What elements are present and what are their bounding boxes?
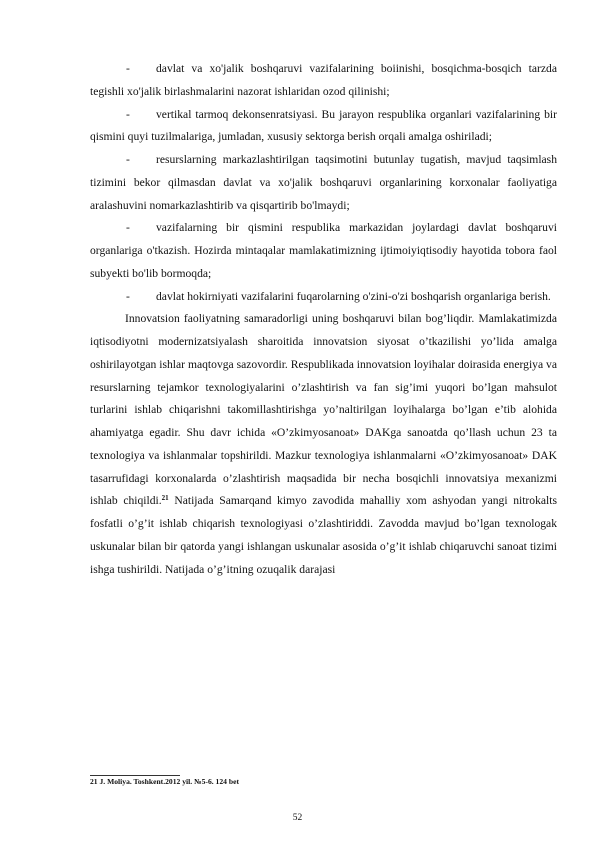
bullet-text: davlat va xo'jalik boshqaruvi vazifalarining boiinishi, bosqichma-bosqich tarzda tegishli xo'jalik birlashmalarini nazorat ishlaridan ozod qilinishi; — [90, 62, 557, 98]
bullet-text: vazifalarning bir qismini respublika markazidan joylardagi davlat boshqaruvi organlariga o'tkazish. Hozirda mintaqalar mamlakatimizning ijtimoiyiqtisodiy hayotida tobora faol subyekti bo'lib bormoqda; — [90, 221, 557, 280]
bullet-dash: - — [126, 107, 130, 121]
bullet-text: davlat hokirniyati vazifalarini fuqarolarning o'zini-o'zi boshqarish organlariga berish. — [156, 289, 551, 303]
body-text — [90, 58, 557, 581]
bullet-item — [90, 149, 557, 217]
bullet-text: vertikal tarmoq dekonsenratsiyasi. Bu jarayon respublika organlari vazifalarining bir qismini quyi tuzilmalariga, jumladan, xususiy sektorga berish orqali amalga oshiriladi; — [90, 107, 557, 144]
bullet-item — [90, 217, 557, 285]
main-paragraph — [90, 308, 557, 581]
bullet-item — [90, 286, 557, 309]
bullet-dash: - — [126, 153, 130, 166]
footnote-divider — [90, 775, 180, 776]
bullet-dash: - — [126, 62, 130, 75]
paragraph-text-end: Natijada Samarqand kimyo zavodida mahalliy xom ashyodan yangi nitrokalts fosfatli o’g’it ishlab chiqarish texnologiyasi o’zlashtiriddi. Zavodda mavjud bo’lgan texnologak uskunalar bilan bir qatorda yangi ishlangan uskunalar asosida o’g’it ishlab chiqaruvchi sanoat tizimi ishga tushirildi. Natijada o’g’itning ozuqalik darajasi — [90, 494, 557, 576]
paragraph-text-start: Innovatsion faoliyatning samaradorligi uning boshqaruvi bilan bog’liqdir. Mamlakatimizda iqtisodiyotni modernizatsiyalash sharoitida innovatsion siyosat o’tkazilishi yo’lida amalga oshirilayotgan ishlar maqtovga sazovordir. Respublikada innovatsion loyihalar doirasida energiya va resurslarning tejamkor texnologiyalarini o’zlashtirish va fan sig’imi yuqori bo’lgan mahsulot turlarini ishlab chiqarishni takomillashtirishga yo’naltirilgan loyihalarga bo’lgan e’tib alohida ahamiyatga egadir. Shu davr ichida «O’zkimyosanoat» DAKga sanoatda qo’llash uchun 23 ta texnologiya va ishlanmalar topshirildi. Mazkur texnologiya ishlanmalarni «O’zkimyosanoat» DAK tasarrufidagi korxonalarda o’zlashtirish maqsadida bir necha bosqichli innovatsiya mexanizmi ishlab chiqildi. — [90, 312, 557, 508]
bullet-text: resurslarning markazlashtirilgan taqsimotini butunlay tugatish, mavjud taqsimlash tizimini bekor qilmasdan davlat va xo'jalik boshqaruvi organlarining korxonalar faoliyatiga aralashuvini nomarkazlashtirib va qisqartirib bo'lmaydi; — [90, 153, 557, 212]
bullet-item — [90, 58, 557, 104]
bullet-dash: - — [126, 289, 130, 303]
bullet-item — [90, 104, 557, 150]
page-number: 52 — [292, 813, 303, 823]
bullet-dash: - — [126, 221, 130, 235]
footnote-reference[interactable]: 21 — [161, 494, 169, 503]
footnote: 21 J. Moliya. Toshkent.2012 yil. №5-6. 124 bet — [90, 777, 239, 786]
